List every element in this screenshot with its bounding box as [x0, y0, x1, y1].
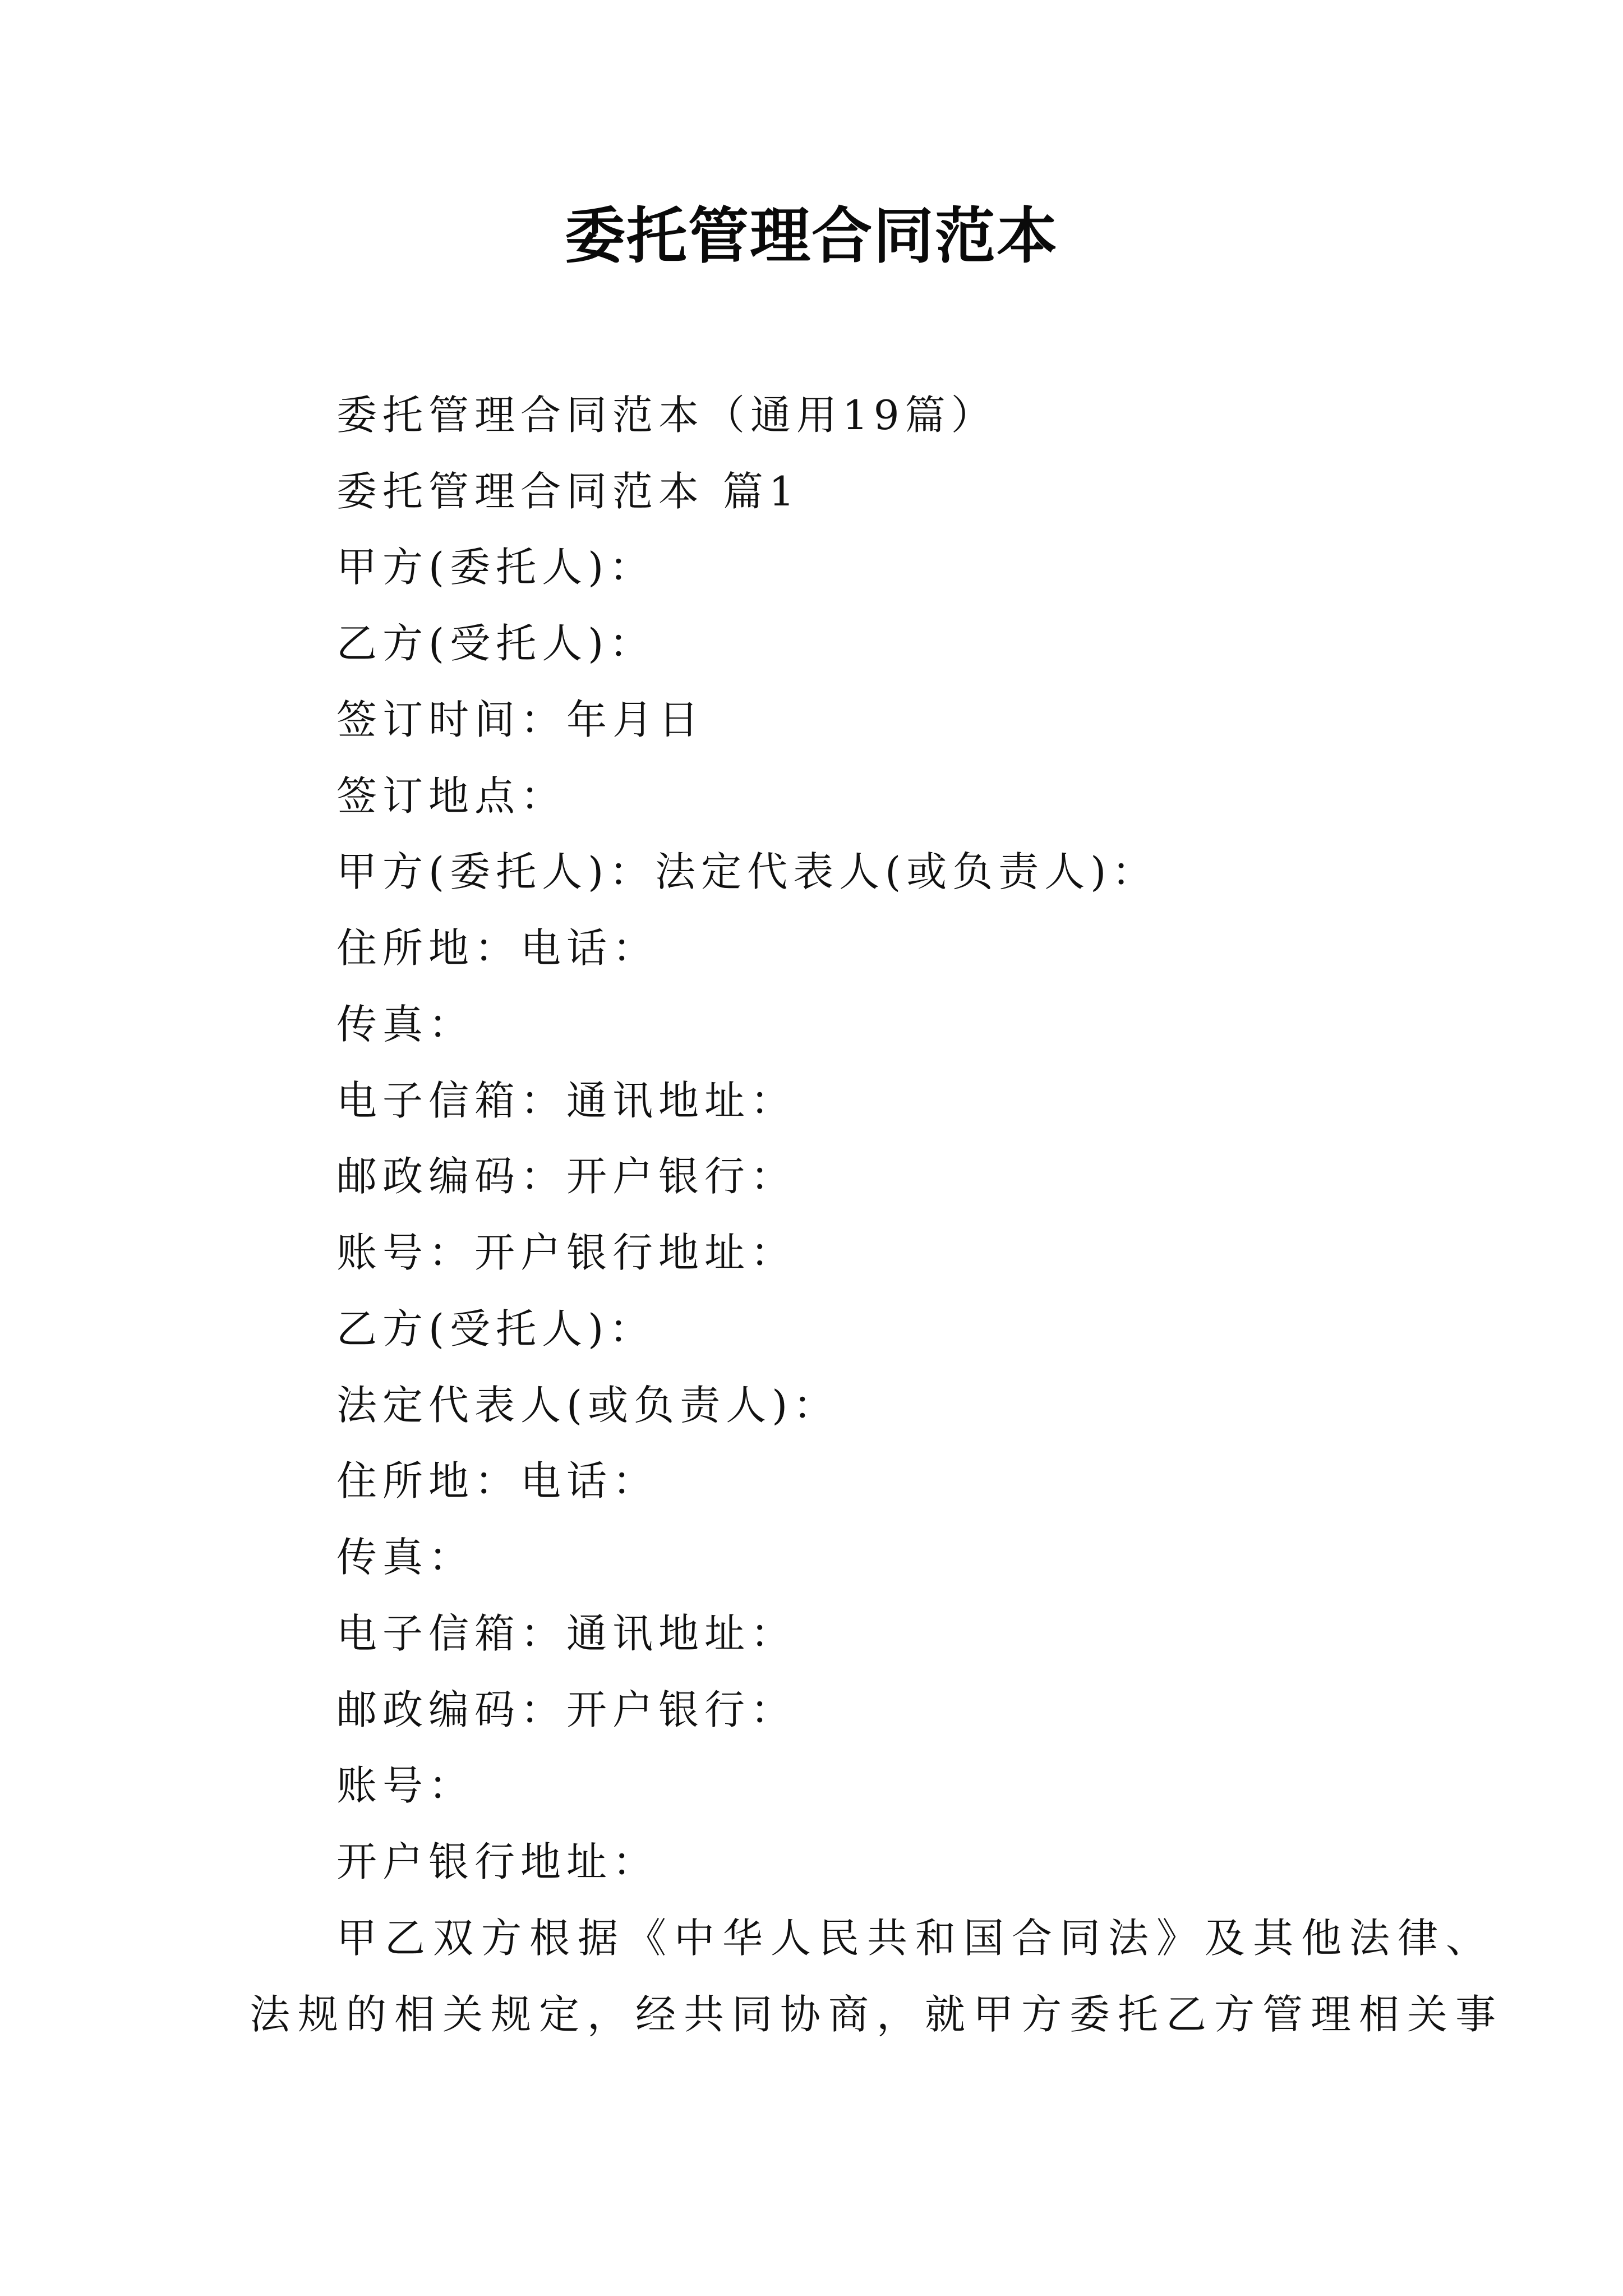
field-party-b-account: 账号：: [336, 1762, 475, 1809]
field-sign-date: 签订时间：年月日: [336, 696, 705, 743]
field-party-a-account-bank-address: 账号：开户银行地址：: [336, 1229, 797, 1276]
document-title: 委托管理合同范本: [564, 201, 1058, 272]
field-party-b-email-address: 电子信箱：通讯地址：: [336, 1610, 797, 1657]
field-party-b-rep: 法定代表人(或负责人)：: [336, 1382, 840, 1429]
field-party-a-email-address: 电子信箱：通讯地址：: [336, 1077, 797, 1124]
field-party-a-fax: 传真：: [336, 1001, 475, 1048]
field-party-a-address-phone: 住所地：电话：: [336, 924, 659, 972]
field-party-b-address-phone: 住所地：电话：: [336, 1457, 659, 1504]
heading-collection: 委托管理合同范本（通用19篇）: [336, 392, 997, 439]
field-party-b-bank-address: 开户银行地址：: [336, 1838, 659, 1885]
field-party-a-postcode-bank: 邮政编码：开户银行：: [336, 1153, 797, 1200]
field-party-b-postcode-bank: 邮政编码：开户银行：: [336, 1686, 797, 1733]
field-party-b: 乙方(受托人)：: [336, 620, 656, 667]
paragraph-line-2: 法规的相关规定，经共同协商，就甲方委托乙方管理相关事: [250, 1991, 1504, 2038]
heading-section-1: 委托管理合同范本 篇1: [336, 468, 800, 515]
field-party-b-2: 乙方(受托人)：: [336, 1305, 656, 1352]
field-party-a-rep: 甲方(委托人)：法定代表人(或负责人)：: [336, 848, 1158, 895]
field-party-b-fax: 传真：: [336, 1534, 475, 1581]
field-sign-place: 签订地点：: [336, 772, 567, 820]
field-party-a: 甲方(委托人)：: [336, 544, 656, 591]
paragraph-line-1: 甲乙双方根据《中华人民共和国合同法》及其他法律、: [336, 1915, 1495, 1962]
